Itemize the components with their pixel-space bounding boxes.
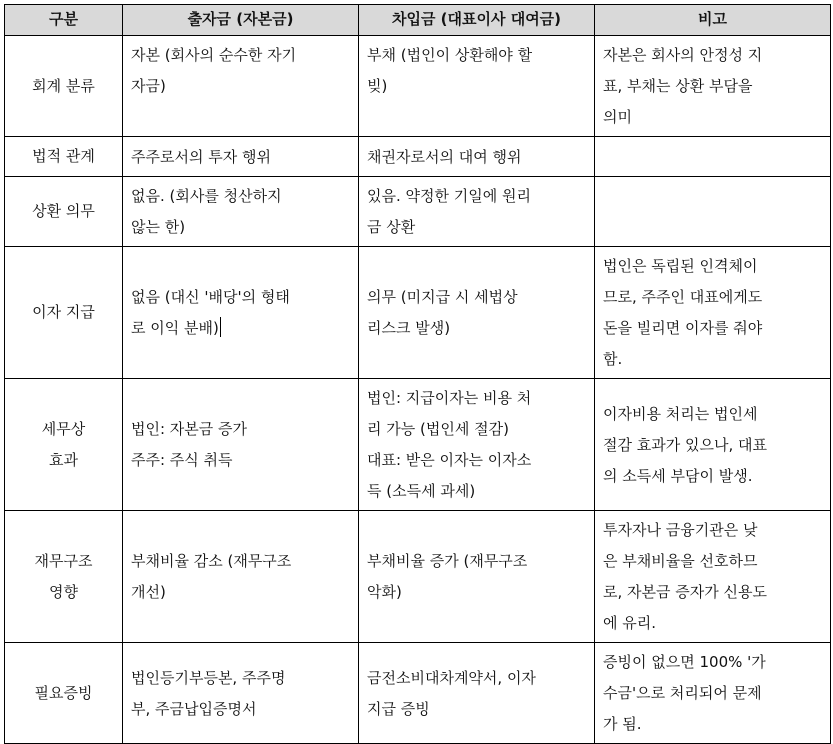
cell-text: 로, 자본금 증자가 신용도 — [603, 583, 767, 601]
row-category — [5, 36, 123, 137]
equity-cell — [123, 247, 359, 379]
cell-text: 의 소득세 부담이 발생. — [603, 466, 753, 485]
cell-text: 없음. (회사를 청산하지 — [131, 187, 282, 205]
cell-text: 없음 (대신 '배당'의 형태 — [131, 288, 290, 306]
row-category — [5, 137, 123, 177]
note-cell — [595, 379, 831, 511]
cell-text: 증빙이 없으면 100% '가 — [603, 653, 766, 671]
table-row — [5, 643, 831, 744]
cell-text: 지급 증빙 — [367, 699, 430, 718]
cell-text: 악화) — [367, 583, 402, 601]
row-category — [5, 247, 123, 379]
loan-cell — [359, 137, 595, 177]
category-text: 재무구조 — [34, 551, 93, 570]
loan-cell — [359, 247, 595, 379]
table-row — [5, 177, 831, 247]
cell-text: 투자자나 금융기관은 낮 — [603, 521, 758, 539]
cell-text: 은 부채비율을 선호하므 — [603, 552, 758, 570]
loan-cell — [359, 177, 595, 247]
cell-text: 부채비율 증가 (재무구조 — [367, 552, 528, 570]
table-row — [5, 137, 831, 177]
cell-text: 법인: 자본금 증가 — [131, 420, 248, 438]
note-cell — [595, 177, 831, 247]
equity-cell — [123, 137, 359, 177]
cell-text: 자금) — [131, 77, 166, 95]
cell-text: 로 이익 분배) — [131, 319, 219, 337]
loan-cell — [359, 379, 595, 511]
cell-text-with-caret — [131, 313, 350, 344]
cell-text: 표, 부채는 상환 부담을 — [603, 77, 753, 95]
equity-cell — [123, 511, 359, 643]
cell-text: 의미 — [603, 108, 632, 126]
category-text: 상환 의무 — [32, 202, 95, 220]
row-category — [5, 177, 123, 247]
cell-text: 대표: 받은 이자는 이자소 — [367, 451, 532, 469]
note-cell — [595, 137, 831, 177]
loan-cell — [359, 643, 595, 744]
cell-text: 법인: 지급이자는 비용 처 — [367, 389, 532, 407]
header-loan: 차입금 (대표이사 대여금) — [359, 5, 595, 36]
note-cell — [595, 36, 831, 137]
cell-text: 있음. 약정한 기일에 원리 — [367, 187, 531, 205]
equity-cell — [123, 643, 359, 744]
cell-text: 부, 주금납입증명서 — [131, 699, 257, 718]
cell-text: 법인등기부등본, 주주명 — [131, 668, 286, 687]
cell-text: 채권자로서의 대여 행위 — [367, 147, 522, 166]
cell-text: 주주: 주식 취득 — [131, 451, 233, 469]
cell-text: 리스크 발생) — [367, 319, 451, 337]
category-text: 회계 분류 — [32, 76, 95, 95]
cell-text: 리 가능 (법인세 절감) — [367, 420, 509, 438]
cell-text: 자본은 회사의 안정성 지 — [603, 46, 763, 64]
cell-text: 빚) — [367, 77, 388, 95]
category-text: 법적 관계 — [32, 147, 95, 165]
note-cell — [595, 511, 831, 643]
category-text: 이자 지급 — [32, 303, 95, 321]
category-text: 효과 — [49, 450, 78, 469]
cell-text: 자본 (회사의 순수한 자기 — [131, 46, 297, 64]
row-category — [5, 511, 123, 643]
cell-text: 법인은 독립된 인격체이 — [603, 257, 758, 275]
equity-cell — [123, 36, 359, 137]
cell-text: 수금'으로 처리되어 문제 — [603, 684, 762, 702]
note-cell — [595, 643, 831, 744]
cell-text: 개선) — [131, 583, 166, 601]
cell-text: 돈을 빌리면 이자를 줘야 — [603, 319, 763, 337]
row-category — [5, 643, 123, 744]
cell-text: 부채 (법인이 상환해야 할 — [367, 46, 533, 64]
cell-text: 득 (소득세 과세) — [367, 482, 476, 500]
table-row — [5, 511, 831, 643]
cell-text: 부채비율 감소 (재무구조 — [131, 552, 292, 570]
cell-text: 금 상환 — [367, 218, 416, 236]
row-category — [5, 379, 123, 511]
table-row — [5, 36, 831, 137]
header-row — [5, 5, 831, 36]
text-cursor — [220, 317, 221, 337]
cell-text: 함. — [603, 350, 623, 368]
category-text: 세무상 — [41, 419, 86, 438]
equity-cell — [123, 177, 359, 247]
header-category: 구분 — [5, 5, 123, 36]
category-text: 영향 — [49, 582, 78, 601]
cell-text: 금전소비대차계약서, 이자 — [367, 668, 536, 687]
cell-text: 에 유리. — [603, 614, 657, 632]
loan-cell — [359, 511, 595, 643]
cell-text: 이자비용 처리는 법인세 — [603, 404, 758, 423]
header-note: 비고 — [595, 5, 831, 36]
loan-cell — [359, 36, 595, 137]
cell-text: 가 됨. — [603, 715, 642, 733]
equity-cell — [123, 379, 359, 511]
comparison-table — [4, 4, 831, 744]
table-row — [5, 247, 831, 379]
cell-text: 주주로서의 투자 행위 — [131, 147, 271, 166]
cell-text: 절감 효과가 있으나, 대표 — [603, 435, 767, 454]
header-equity: 출자금 (자본금) — [123, 5, 359, 36]
category-text: 필요증빙 — [34, 683, 93, 702]
cell-text: 않는 한) — [131, 218, 186, 236]
table-row — [5, 379, 831, 511]
cell-text: 므로, 주주인 대표에게도 — [603, 288, 763, 306]
cell-text: 의무 (미지급 시 세법상 — [367, 288, 518, 306]
note-cell — [595, 247, 831, 379]
